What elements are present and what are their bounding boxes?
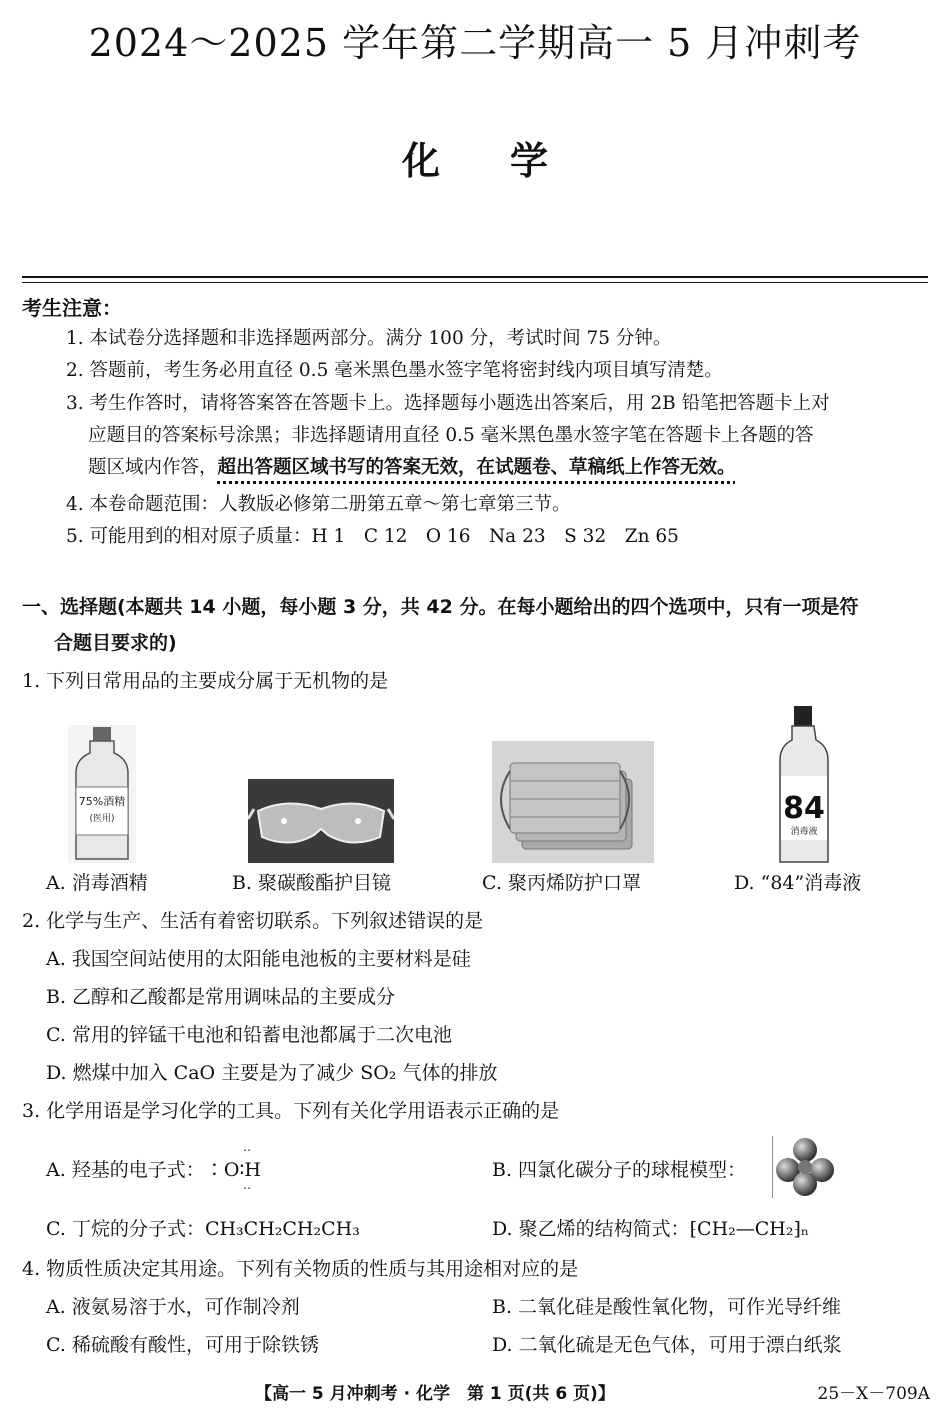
footer-code: 25－X－709A <box>817 1384 930 1404</box>
notice-item: 5. 可能用到的相对原子质量：H 1 C 12 O 16 Na 23 S 32 Zn 65 <box>66 526 679 547</box>
notice-item: 3. 考生作答时，请将答案答在答题卡上。选择题每小题选出答案后，用 2B 铅笔把答题卡上对 <box>66 393 830 414</box>
disinfectant-bottle-image <box>778 706 830 864</box>
option-a <box>46 1155 261 1182</box>
goggles-image <box>248 779 394 863</box>
footer-page-info: 【高一 5 月冲刺考 · 化学 第 1 页(共 6 页)】 <box>255 1384 615 1404</box>
option-b: B. 二氧化硅是酸性氧化物，可作光导纤维 <box>492 1296 842 1318</box>
option-c: C. 聚丙烯防护口罩 <box>482 872 641 894</box>
electron-dots: ‥ <box>243 1140 253 1154</box>
divider <box>22 276 928 278</box>
face-mask-image <box>492 741 654 863</box>
notice-text: 题区域内作答， <box>88 457 218 478</box>
exam-title: 2024～2025 学年第二学期高一 5 月冲刺考 <box>88 21 862 65</box>
section-heading: 一、选择题(本题共 14 小题，每小题 3 分，共 42 分。在每小题给出的四个选项中，只有一项是符 <box>22 596 859 618</box>
electron-dots: ‥ <box>243 1178 253 1192</box>
bottle-sublabel: 消毒液 <box>790 827 818 837</box>
option-a: A. 消毒酒精 <box>46 872 148 894</box>
option-c: C. 丁烷的分子式：CH₃CH₂CH₂CH₃ <box>46 1218 360 1240</box>
notice-item: 4. 本卷命题范围：人教版必修第二册第五章～第七章第三节。 <box>66 494 571 515</box>
question-stem: 4. 物质性质决定其用途。下列有关物质的性质与其用途相对应的是 <box>22 1258 579 1280</box>
notice-item: 1. 本试卷分选择题和非选择题两部分。满分 100 分，考试时间 75 分钟。 <box>66 328 672 349</box>
question-stem: 1. 下列日常用品的主要成分属于无机物的是 <box>22 670 389 692</box>
section-heading: 合题目要求的) <box>54 632 177 654</box>
notice-heading: 考生注意： <box>22 296 122 320</box>
notice-emphasis: 超出答题区域书写的答案无效，在试题卷、草稿纸上作答无效。 <box>217 457 736 478</box>
option-b: B. 四氯化碳分子的球棍模型： <box>492 1159 747 1181</box>
option-d: D. “84”消毒液 <box>734 872 862 894</box>
alcohol-bottle-image <box>68 725 136 863</box>
bottle-sublabel: (医用) <box>89 814 115 824</box>
question-stem: 3. 化学用语是学习化学的工具。下列有关化学用语表示正确的是 <box>22 1100 560 1122</box>
option-text: A. 羟基的电子式： <box>46 1159 205 1181</box>
option-c: C. 常用的锌锰干电池和铅蓄电池都属于二次电池 <box>46 1024 452 1046</box>
option-b: B. 乙醇和乙酸都是常用调味品的主要成分 <box>46 986 396 1008</box>
bottle-label: 75%酒精 <box>78 795 126 808</box>
option-a: A. 我国空间站使用的太阳能电池板的主要材料是硅 <box>46 948 471 970</box>
option-d: D. 聚乙烯的结构简式：⁅CH₂—CH₂⁆ₙ <box>492 1218 810 1240</box>
bottle-label: 84 <box>783 791 825 826</box>
divider <box>22 282 928 283</box>
notice-item <box>88 453 736 479</box>
option-d: D. 燃煤中加入 CaO 主要是为了减少 SO₂ 气体的排放 <box>46 1062 498 1084</box>
question-stem: 2. 化学与生产、生活有着密切联系。下列叙述错误的是 <box>22 910 484 932</box>
option-b: B. 聚碳酸酯护目镜 <box>232 872 392 894</box>
option-a: A. 液氨易溶于水，可作制冷剂 <box>46 1296 300 1318</box>
ball-stick-model-image <box>772 1136 838 1198</box>
electron-formula: ∶O∶H <box>204 1159 261 1181</box>
option-c: C. 稀硫酸有酸性，可用于除铁锈 <box>46 1334 319 1356</box>
notice-item: 2. 答题前，考生务必用直径 0.5 毫米黑色墨水签字笔将密封线内项目填写清楚。 <box>66 360 723 381</box>
notice-item: 应题目的答案标号涂黑；非选择题请用直径 0.5 毫米黑色墨水签字笔在答题卡上各题的答 <box>88 425 814 446</box>
subject-title: 化学 <box>401 139 618 183</box>
option-d: D. 二氧化硫是无色气体，可用于漂白纸浆 <box>492 1334 842 1356</box>
